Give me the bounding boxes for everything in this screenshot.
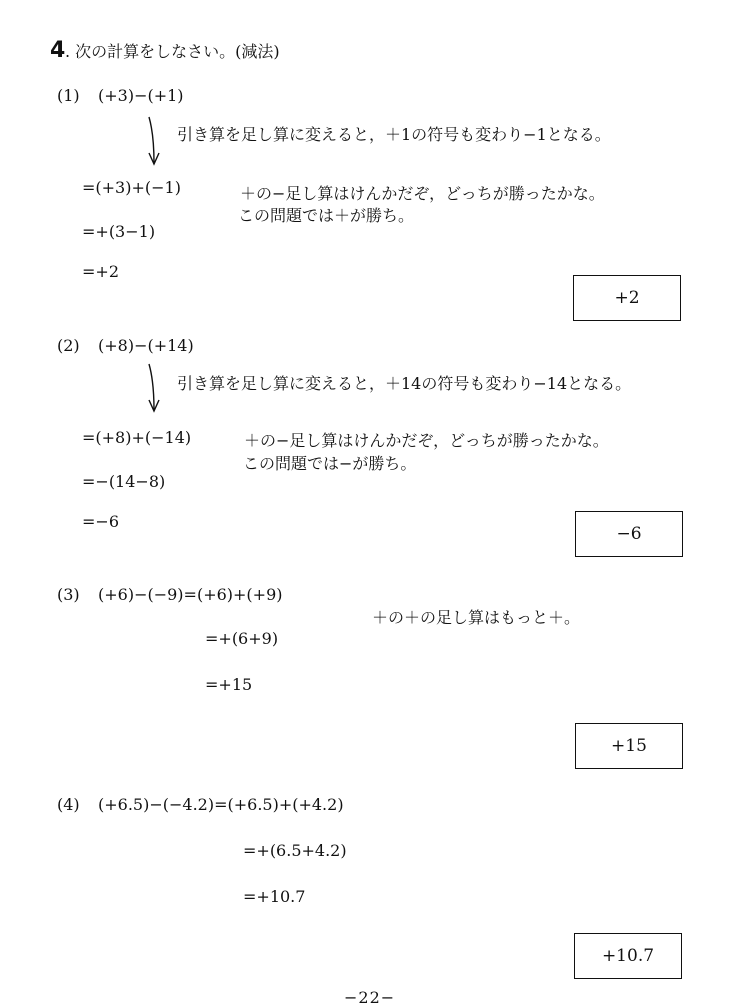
exercise-instruction: . 次の計算をしなさい。(減法) — [65, 42, 280, 61]
problem-1-answer-box — [573, 275, 681, 321]
problem-1-answer: +2 — [614, 288, 640, 308]
problem-4-label: (4) — [57, 795, 80, 814]
problem-4-answer: +10.7 — [601, 946, 655, 966]
problem-1-step-3: =+2 — [82, 262, 119, 281]
problem-2-answer: −6 — [616, 524, 642, 544]
problem-3-step-1: =+(6+9) — [205, 629, 279, 648]
problem-4-step-1: =+(6.5+4.2) — [243, 841, 347, 860]
problem-2-expression: (+8)−(+14) — [98, 336, 194, 355]
problem-1-comment-line-2: この問題では＋が勝ち。 — [238, 206, 415, 225]
problem-1-step-2: =+(3−1) — [82, 222, 156, 241]
problem-2-step-1: =(+8)+(−14) — [82, 428, 192, 447]
problem-2-step-2: =−(14−8) — [82, 472, 166, 491]
page-number: −22− — [344, 988, 396, 1007]
down-arrow-icon — [142, 115, 166, 167]
problem-3-comment: ＋の＋の足し算はもっと＋。 — [372, 608, 581, 627]
problem-2-comment-line-1: ＋の−足し算はけんかだぞ，どっちが勝ったかな。 — [244, 431, 609, 450]
problem-3-expression: (+6)−(−9)=(+6)+(+9) — [98, 585, 283, 604]
problem-1-label: (1) — [57, 86, 80, 105]
down-arrow-icon — [142, 362, 166, 414]
problem-1-hint: 引き算を足し算に変えると，＋1の符号も変わり−1となる。 — [177, 125, 611, 144]
problem-3-answer-box — [575, 723, 683, 769]
problem-2-label: (2) — [57, 336, 80, 355]
problem-2-hint: 引き算を足し算に変えると，＋14の符号も変わり−14となる。 — [177, 374, 632, 393]
problem-2-comment-line-2: この問題では−が勝ち。 — [243, 454, 417, 473]
problem-3-step-2: =+15 — [205, 675, 253, 694]
problem-2-answer-box — [575, 511, 683, 557]
problem-3-label: (3) — [57, 585, 80, 604]
exercise-number: 4 — [50, 38, 66, 63]
problem-4-step-2: =+10.7 — [243, 887, 306, 906]
problem-1-comment-line-1: ＋の−足し算はけんかだぞ，どっちが勝ったかな。 — [240, 184, 605, 203]
problem-2-step-3: =−6 — [82, 512, 119, 531]
problem-4-expression: (+6.5)−(−4.2)=(+6.5)+(+4.2) — [98, 795, 344, 814]
problem-3-answer: +15 — [611, 736, 647, 756]
problem-1-step-1: =(+3)+(−1) — [82, 178, 181, 197]
problem-4-answer-box — [574, 933, 682, 979]
problem-1-expression: (+3)−(+1) — [98, 86, 184, 105]
